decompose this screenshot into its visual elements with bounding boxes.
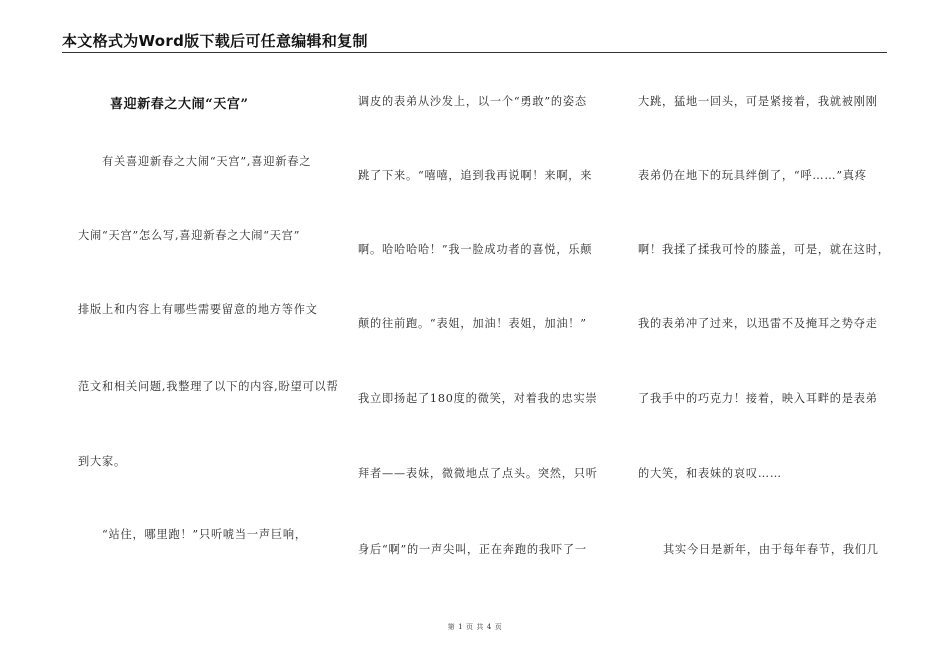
text-line: 拜者——表妹，微微地点了点头。突然，只听 [358, 467, 598, 480]
document-header: 本文格式为Word版下载后可任意编辑和复制 [62, 32, 368, 50]
text-line: 跳了下来。“嘻嘻，追到我再说啊！来啊，来 [358, 169, 593, 182]
text-line: 排版上和内容上有哪些需要留意的地方等作文 [78, 303, 318, 316]
text-line: 颠的往前跑。“表姐，加油！表姐，加油！” [358, 317, 587, 330]
article-title: 喜迎新春之大闹“天宫” [110, 97, 249, 112]
page-number: 第 1 页 共 4 页 [447, 623, 503, 631]
text-line: 的大笑，和表妹的哀叹…… [638, 467, 782, 480]
text-line: 大跳，猛地一回头，可是紧接着，我就被刚刚 [638, 95, 878, 108]
text-line: 有关喜迎新春之大闹“天宫”,喜迎新春之 [102, 155, 312, 168]
text-line: “站住，哪里跑！”只听唬当一声巨响， [102, 528, 307, 541]
header-divider [62, 52, 887, 53]
text-line: 我立即扬起了180度的微笑，对着我的忠实崇 [358, 392, 598, 405]
text-line: 调皮的表弟从沙发上，以一个“勇敢”的姿态 [358, 95, 587, 108]
text-line: 啊。哈哈哈哈！”我一脸成功者的喜悦，乐颠 [358, 243, 593, 256]
text-line: 了我手中的巧克力！接着，映入耳畔的是表弟 [638, 392, 878, 405]
text-line: 其实今日是新年，由于每年春节，我们几 [663, 543, 879, 556]
text-line: 范文和相关问题,我整理了以下的内容,盼望可以帮 [78, 380, 339, 393]
text-line: 身后“啊”的一声尖叫，正在奔跑的我吓了一 [358, 543, 587, 556]
text-line: 到大家。 [78, 455, 126, 468]
text-line: 表弟仍在地下的玩具绊倒了，“呼……”真疼 [638, 169, 867, 182]
text-line: 大闹“天宫”怎么写,喜迎新春之大闹“天宫” [78, 229, 301, 242]
text-line: 啊！我揉了揉我可怜的膝盖，可是，就在这时， [638, 243, 890, 256]
text-line: 我的表弟冲了过来，以迅雷不及掩耳之势夺走 [638, 317, 878, 330]
